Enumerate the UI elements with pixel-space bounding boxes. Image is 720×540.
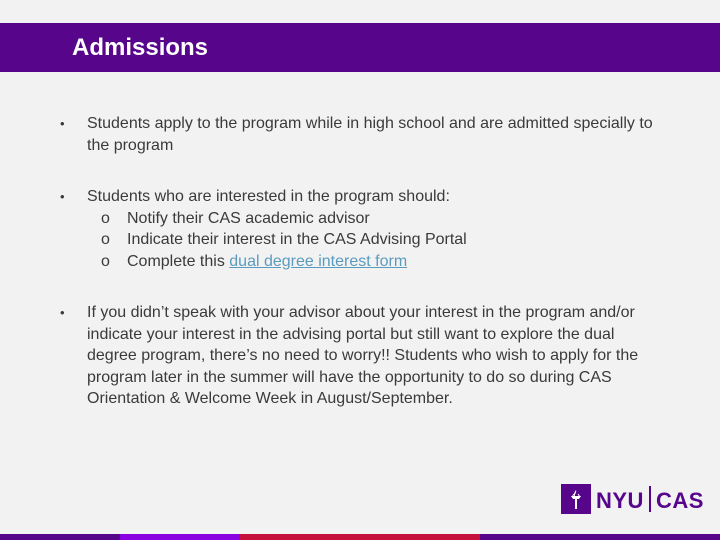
- strip-segment: [600, 534, 720, 540]
- sub-marker: o: [101, 209, 110, 227]
- logo-divider: [649, 486, 651, 512]
- bullet-text: Students apply to the program while in high school and are admitted specially to the program: [87, 115, 653, 154]
- bottom-color-strip: [0, 534, 720, 540]
- content-body: [60, 113, 660, 410]
- sub-item-text: Notify their CAS academic advisor: [127, 209, 370, 227]
- page-title: Admissions: [72, 34, 209, 61]
- nyu-cas-logo: [561, 484, 704, 514]
- title-bar: [0, 23, 720, 72]
- strip-segment: [480, 534, 600, 540]
- bullet-text: If you didn’t speak with your advisor about your interest in the program and/or indicate your interest in the advising portal but still want to explore the dual degree program, there’s no need to worry!! Students who wish to apply for the program later in the summer will have the opportunity to do so during CAS Orientation & Welcome Week in August/September.: [87, 304, 639, 407]
- strip-segment: [240, 534, 360, 540]
- bullet-text: Students who are interested in the program should:: [87, 188, 450, 205]
- logo-nyu-text: NYU: [596, 488, 644, 513]
- sub-item-text: Indicate their interest in the CAS Advising Portal: [127, 231, 467, 248]
- sub-item: [87, 229, 660, 251]
- bullet-item: [60, 186, 660, 272]
- strip-segment: [120, 534, 240, 540]
- bullet-marker: •: [60, 116, 65, 131]
- interest-form-link[interactable]: dual degree interest form: [229, 252, 408, 270]
- sub-marker: o: [101, 231, 110, 248]
- logo-cas-text: CAS: [656, 488, 704, 513]
- sub-item: [87, 208, 660, 230]
- torch-icon: [561, 484, 591, 514]
- bullet-item: [60, 113, 660, 156]
- bullet-marker: •: [60, 189, 65, 204]
- bullet-marker: •: [60, 305, 65, 320]
- bullet-item: [60, 302, 660, 410]
- strip-segment: [360, 534, 480, 540]
- sub-item: [87, 251, 660, 273]
- sub-marker: o: [101, 252, 110, 270]
- strip-segment: [0, 534, 120, 540]
- sub-item-prefix: Complete this: [127, 252, 230, 270]
